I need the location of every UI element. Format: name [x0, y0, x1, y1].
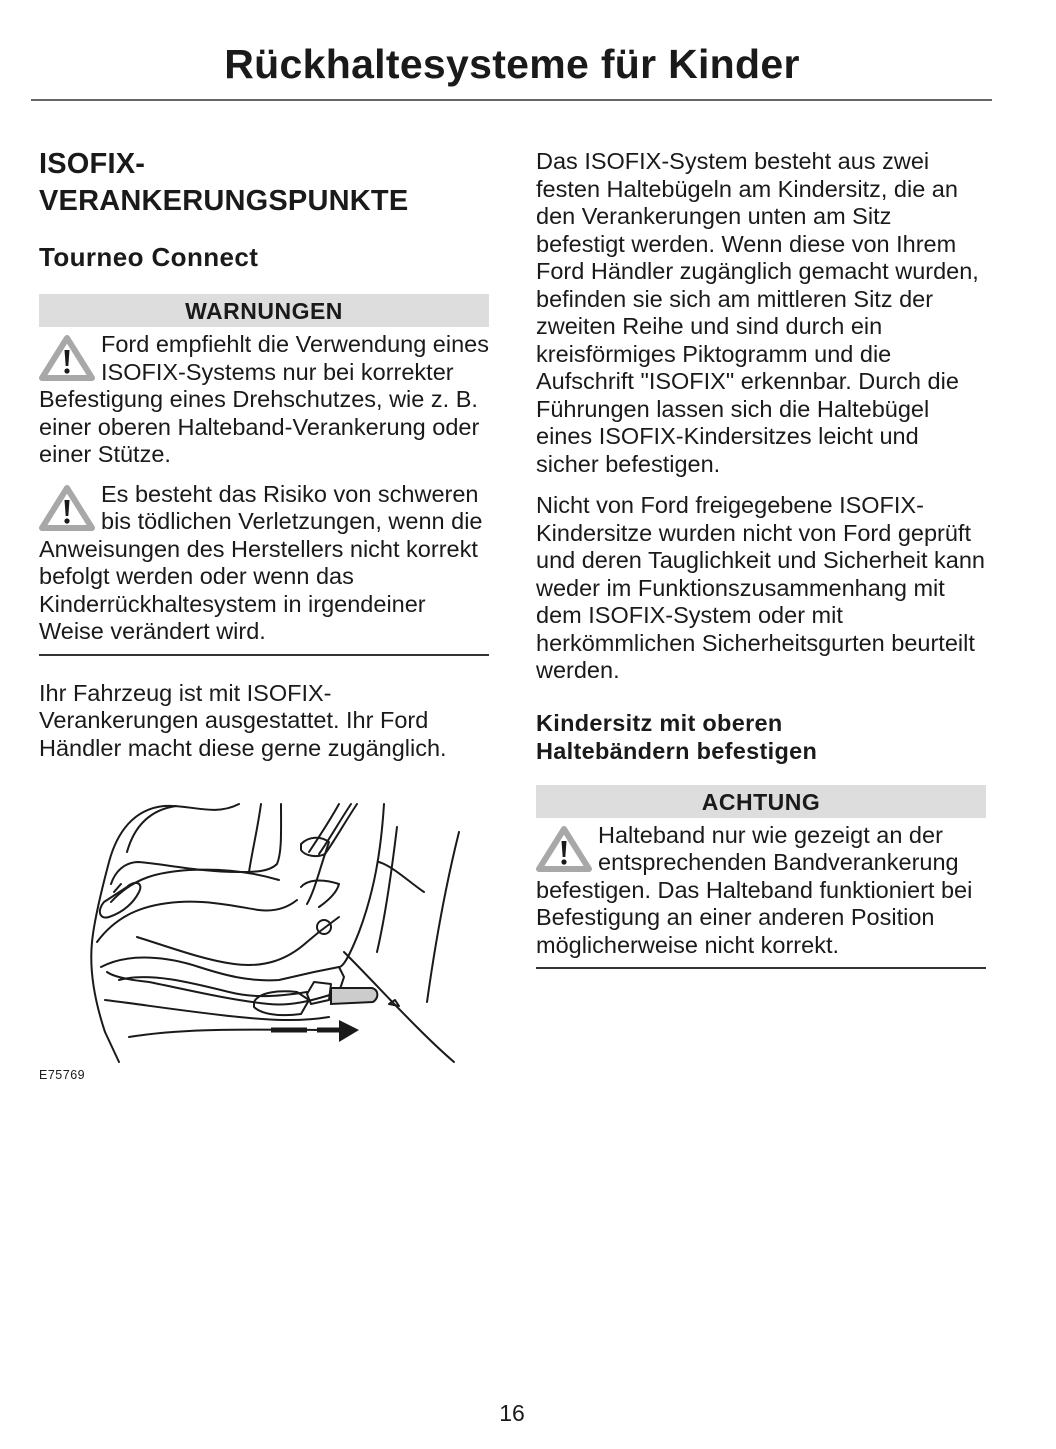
tether-subheading-line1: Kindersitz mit oberen — [536, 709, 783, 736]
page-number: 16 — [499, 1400, 525, 1426]
section-heading — [39, 146, 489, 220]
body-paragraph: Das ISOFIX-System besteht aus zwei festen Haltebügeln am Kindersitz, die an den Verankerungen unten am Sitz befestigt werden. Wenn diese von Ihrem Ford Händler zugänglich gemacht wurden, befinden sie sich am mittleren Sitz der zweiten Reihe und sind durch ein kreisförmiges Piktogramm und die Aufschrift "ISOFIX" erkennbar. Durch die Führungen lassen sich die Haltebügel eines ISOFIX-Kindersitzes leicht und sicher befestigen. — [536, 148, 979, 477]
warning-triangle-icon — [536, 826, 594, 872]
warning-triangle-icon — [39, 335, 97, 381]
caution-item — [536, 822, 986, 960]
caution-text: Halteband nur wie gezeigt an der entsprechenden Bandverankerung befestigen. Das Halteband funktioniert bei Befestigung an einer anderen Position möglicherweise nicht korrekt. — [536, 821, 973, 958]
body-paragraph: Ihr Fahrzeug ist mit ISOFIX-Verankerungen ausgestattet. Ihr Ford Händler macht diese gerne zugänglich. — [39, 679, 447, 761]
left-column — [39, 146, 489, 1082]
section-heading-line1: ISOFIX- — [39, 148, 146, 180]
warnings-box — [39, 294, 489, 656]
body-paragraph: Nicht von Ford freigegebene ISOFIX-Kindersitze wurden nicht von Ford geprüft und deren Tauglichkeit und Sicherheit kann weder im Funktionszusammenhang mit dem ISOFIX-System oder mit herkömmlichen Sicherheitsgurten beurteilt werden. — [536, 492, 985, 683]
isofix-illustration — [39, 792, 489, 1082]
title-divider — [31, 99, 992, 101]
right-column — [536, 148, 986, 969]
caution-end-rule — [536, 967, 986, 969]
warning-text: Ford empfiehlt die Verwendung eines ISOFIX-Systems nur bei korrekter Befestigung eines Drehschutzes, wie z. B. einer oberen Halteband-Verankerung oder einer Stütze. — [39, 331, 489, 467]
warning-text: Es besteht das Risiko von schweren bis tödlichen Verletzungen, wenn die Anweisungen des Herstellers nicht korrekt befolgt werden oder wenn das Kinderrückhaltesystem in irgendeiner Weise verändert wird. — [39, 480, 483, 644]
page-title: Rückhaltesysteme für Kinder — [224, 41, 800, 87]
vehicle-subheading: Tourneo Connect — [39, 242, 259, 272]
caution-header: ACHTUNG — [536, 785, 986, 818]
caution-box — [536, 785, 986, 970]
warnings-header: WARNUNGEN — [39, 294, 489, 327]
warning-triangle-icon — [39, 485, 97, 531]
child-seat-isofix-drawing — [39, 792, 489, 1067]
warning-item — [39, 331, 489, 469]
figure-id: E75769 — [39, 1068, 86, 1082]
section-heading-line2: VERANKERUNGSPUNKTE — [39, 185, 409, 217]
warnings-end-rule — [39, 654, 489, 656]
tether-subheading-line2: Haltebändern befestigen — [536, 737, 818, 764]
warning-item — [39, 481, 489, 646]
tether-subheading — [536, 709, 986, 765]
